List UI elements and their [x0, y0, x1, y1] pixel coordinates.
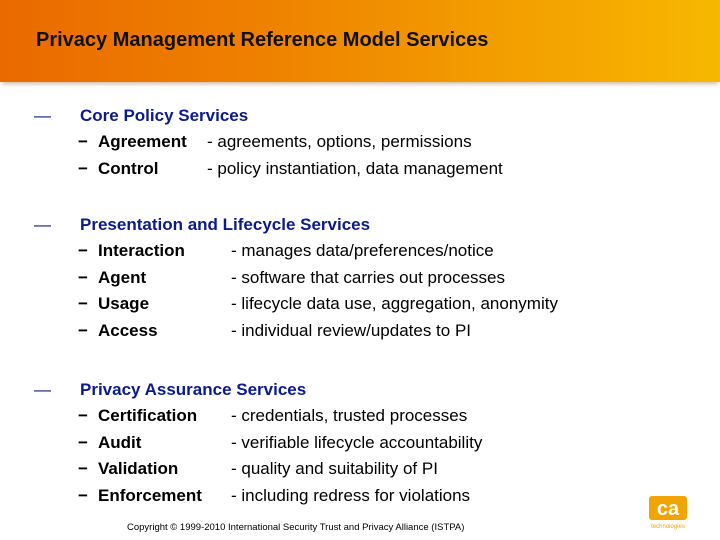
- sub-bullet-dash: −: [78, 459, 88, 478]
- list-item: [0, 129, 720, 156]
- item-description: - verifiable lifecycle accountability: [231, 432, 483, 452]
- list-item: [0, 238, 720, 265]
- list-item: [0, 483, 720, 510]
- item-term: Access: [98, 320, 158, 340]
- section-privacy-assurance: [0, 376, 720, 509]
- bullet-dash: —: [34, 106, 51, 125]
- sub-bullet-dash: −: [78, 267, 88, 287]
- sub-bullet-dash: −: [78, 485, 88, 505]
- section-heading-text: Presentation and Lifecycle Services: [80, 215, 371, 234]
- sub-bullet-dash: −: [78, 158, 88, 178]
- item-term: Enforcement: [98, 485, 202, 505]
- item-term: Certification: [98, 406, 198, 425]
- sub-bullet-dash: −: [78, 241, 88, 260]
- section-heading: [0, 211, 720, 238]
- item-description: - agreements, options, permissions: [207, 132, 472, 151]
- slide-title: Privacy Management Reference Model Services: [36, 29, 489, 51]
- item-term: Agreement: [98, 132, 187, 151]
- svg-text:technologies: technologies: [651, 524, 685, 530]
- section-heading: [0, 376, 720, 403]
- list-item: [0, 430, 720, 457]
- item-description: - manages data/preferences/notice: [231, 241, 494, 260]
- ca-logo-icon: [646, 494, 690, 532]
- item-term: Validation: [98, 459, 179, 478]
- item-description: - credentials, trusted processes: [231, 406, 468, 425]
- sub-bullet-dash: −: [78, 132, 88, 151]
- section-heading-text: Core Policy Services: [80, 106, 249, 125]
- svg-text:ca: ca: [656, 498, 680, 520]
- copyright-footer: Copyright © 1999-2010 International Security Trust and Privacy Alliance (ISTPA): [127, 522, 465, 533]
- sub-bullet-dash: −: [78, 432, 88, 452]
- item-description: - policy instantiation, data management: [207, 158, 503, 178]
- item-term: Audit: [98, 432, 142, 452]
- sub-bullet-dash: −: [78, 294, 88, 313]
- item-description: - individual review/updates to PI: [231, 320, 472, 340]
- bullet-dash: —: [34, 380, 51, 399]
- list-item: [0, 403, 720, 430]
- list-item: [0, 291, 720, 318]
- list-item: [0, 265, 720, 292]
- sub-bullet-dash: −: [78, 320, 88, 340]
- item-description: - software that carries out processes: [231, 267, 506, 287]
- item-term: Agent: [98, 267, 147, 287]
- item-description: - lifecycle data use, aggregation, anonymity: [231, 294, 558, 313]
- list-item: [0, 318, 720, 345]
- item-term: Control: [98, 158, 159, 178]
- section-presentation-lifecycle: [0, 211, 720, 344]
- ca-logo: [646, 494, 690, 532]
- bullet-dash: —: [34, 215, 51, 234]
- item-description: - quality and suitability of PI: [231, 459, 438, 478]
- sub-bullet-dash: −: [78, 406, 88, 425]
- item-term: Usage: [98, 294, 150, 313]
- item-description: - including redress for violations: [231, 485, 471, 505]
- section-core-policy: [0, 102, 720, 182]
- section-heading: [0, 102, 720, 129]
- list-item: [0, 456, 720, 483]
- item-term: Interaction: [98, 241, 185, 260]
- list-item: [0, 156, 720, 183]
- section-heading-text: Privacy Assurance Services: [80, 380, 307, 399]
